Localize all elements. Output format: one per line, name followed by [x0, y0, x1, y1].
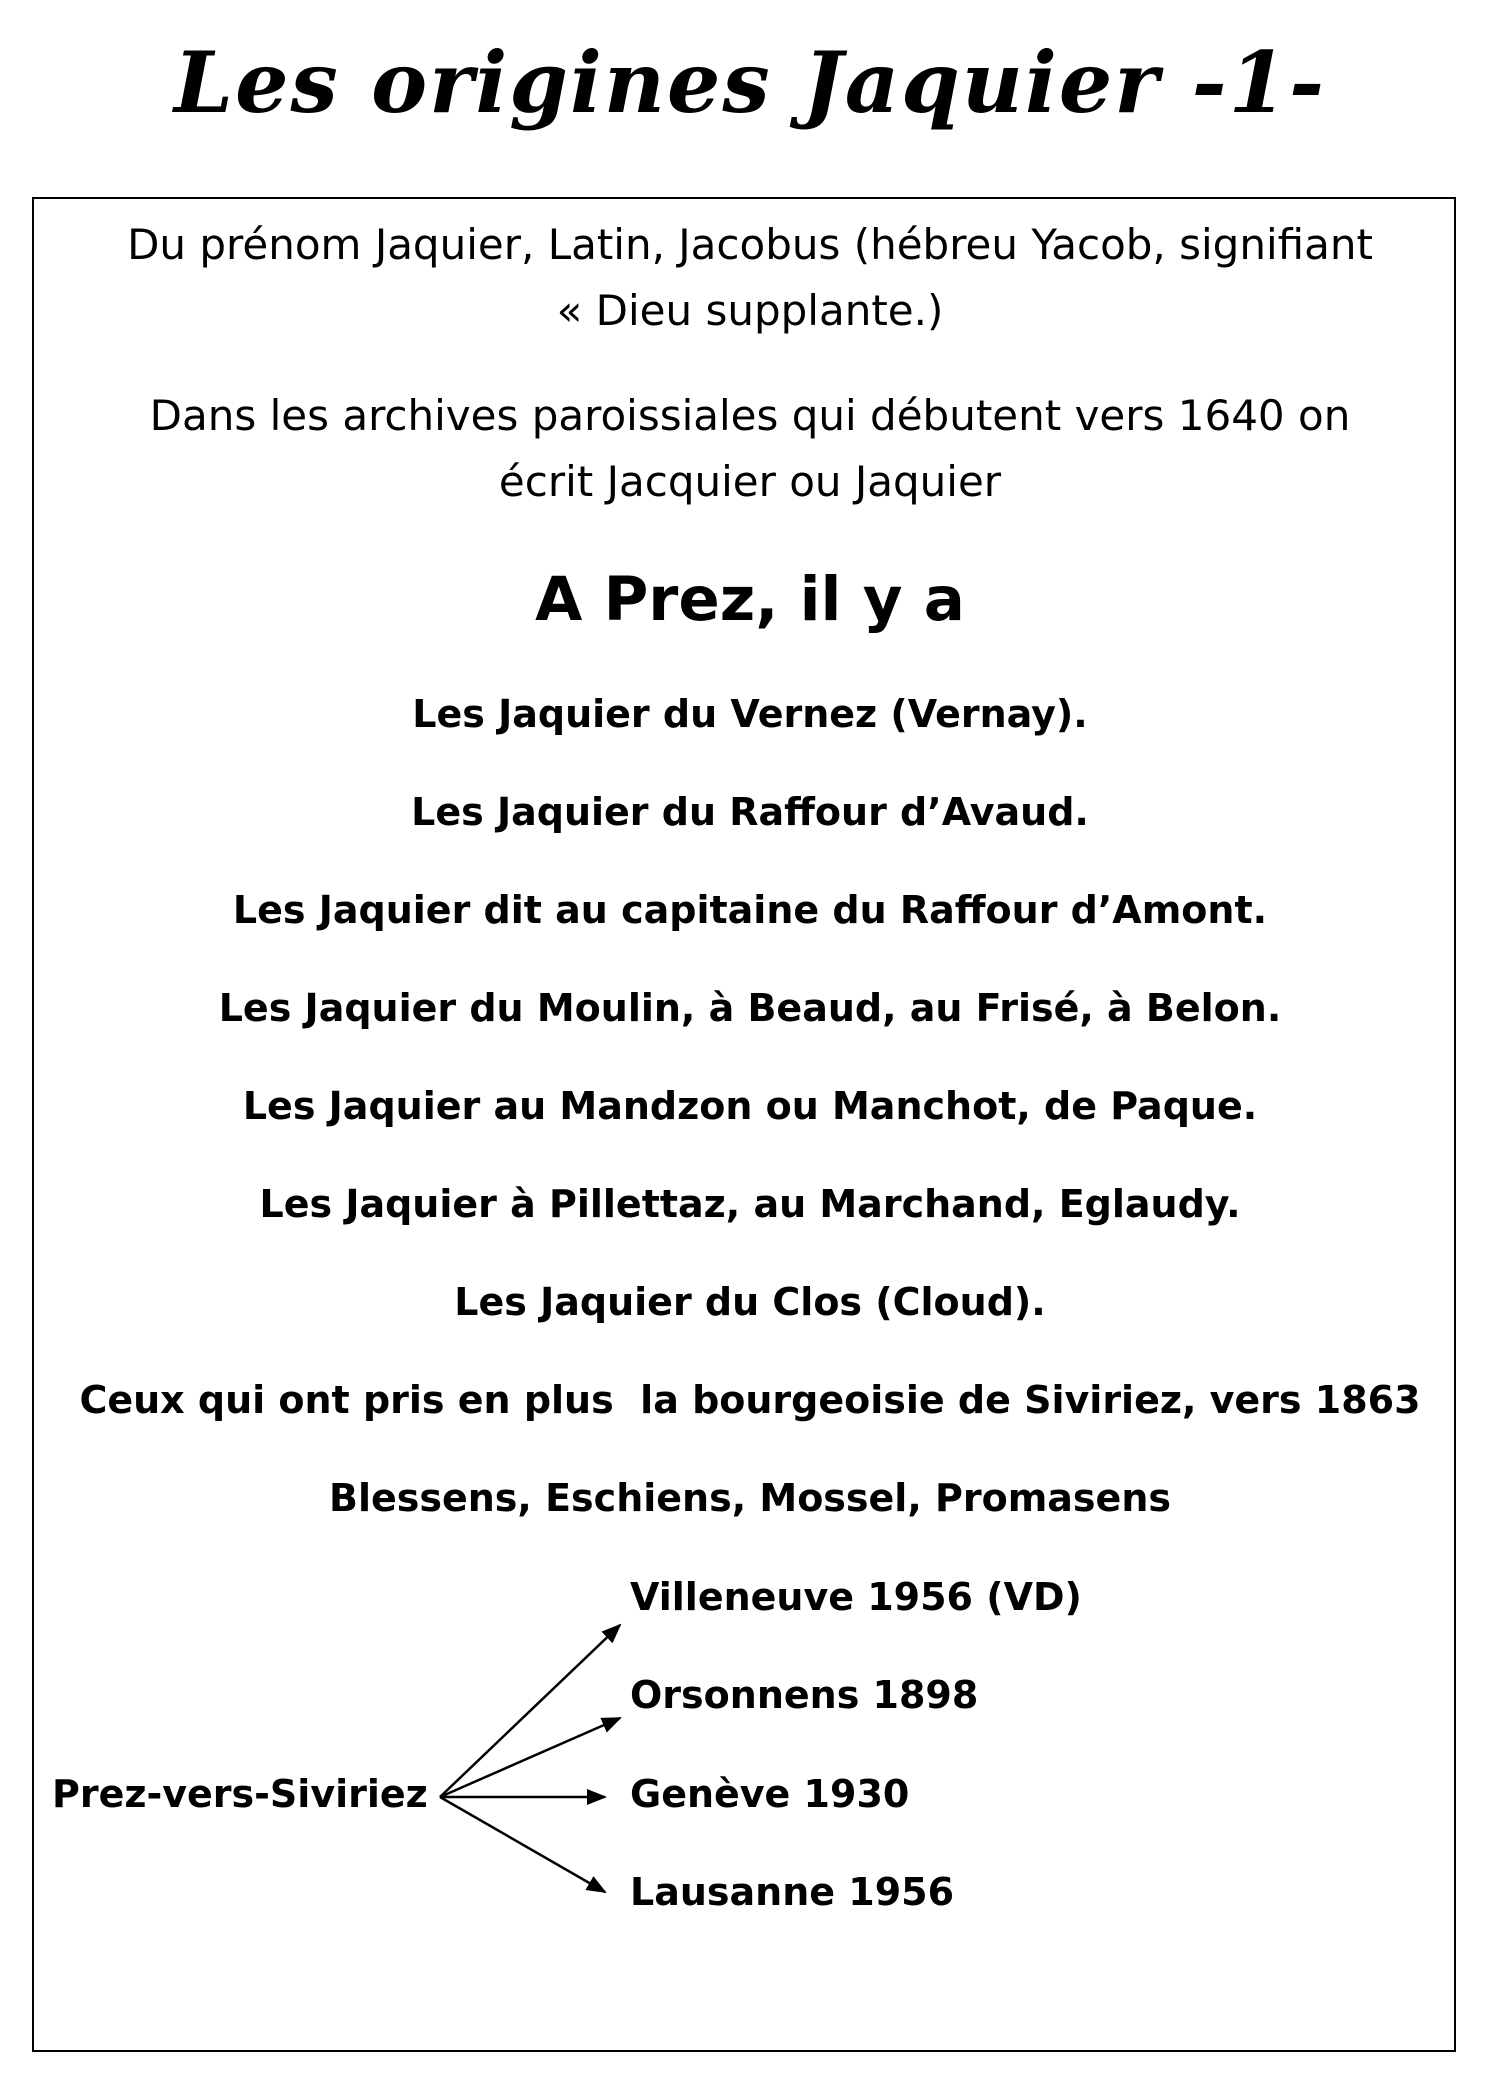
family-line: Les Jaquier au Mandzon ou Manchot, de Paque. — [242, 1084, 1258, 1128]
archives-line-2: écrit Jacquier ou Jaquier — [498, 457, 1002, 506]
arrow-to-villeneuve — [440, 1625, 620, 1797]
section-heading: A Prez, il y a — [535, 564, 965, 635]
destination-label: Lausanne 1956 — [630, 1870, 955, 1914]
arrow-to-orsonnens — [440, 1718, 620, 1797]
villages-line: Blessens, Eschiens, Mossel, Promasens — [328, 1476, 1171, 1520]
family-line: Les Jaquier du Moulin, à Beaud, au Frisé, à Belon. — [218, 986, 1282, 1030]
family-line: Les Jaquier à Pillettaz, au Marchand, Eglaudy. — [259, 1182, 1241, 1226]
destination-label: Orsonnens 1898 — [630, 1673, 979, 1717]
bourgeoisie-line: Ceux qui ont pris en plus la bourgeoisie de Siviriez, vers 1863 — [79, 1378, 1421, 1422]
family-line: Les Jaquier du Raffour d’Avaud. — [411, 790, 1089, 834]
intro-line-1: Du prénom Jaquier, Latin, Jacobus (hébreu Yacob, signifiant — [127, 220, 1373, 269]
intro-line-2: « Dieu supplante.) — [556, 286, 944, 335]
arrow-to-lausanne — [440, 1797, 605, 1892]
archives-line-1: Dans les archives paroissiales qui débutent vers 1640 on — [149, 391, 1351, 440]
family-line: Les Jaquier du Clos (Cloud). — [454, 1280, 1046, 1324]
family-line: Les Jaquier du Vernez (Vernay). — [412, 692, 1088, 736]
page-title: Les origines Jaquier -1- — [174, 33, 1326, 132]
origin-label: Prez-vers-Siviriez — [52, 1772, 428, 1816]
destination-label: Villeneuve 1956 (VD) — [630, 1575, 1082, 1619]
destination-label: Genève 1930 — [630, 1772, 910, 1816]
family-line: Les Jaquier dit au capitaine du Raffour d’Amont. — [232, 888, 1268, 932]
